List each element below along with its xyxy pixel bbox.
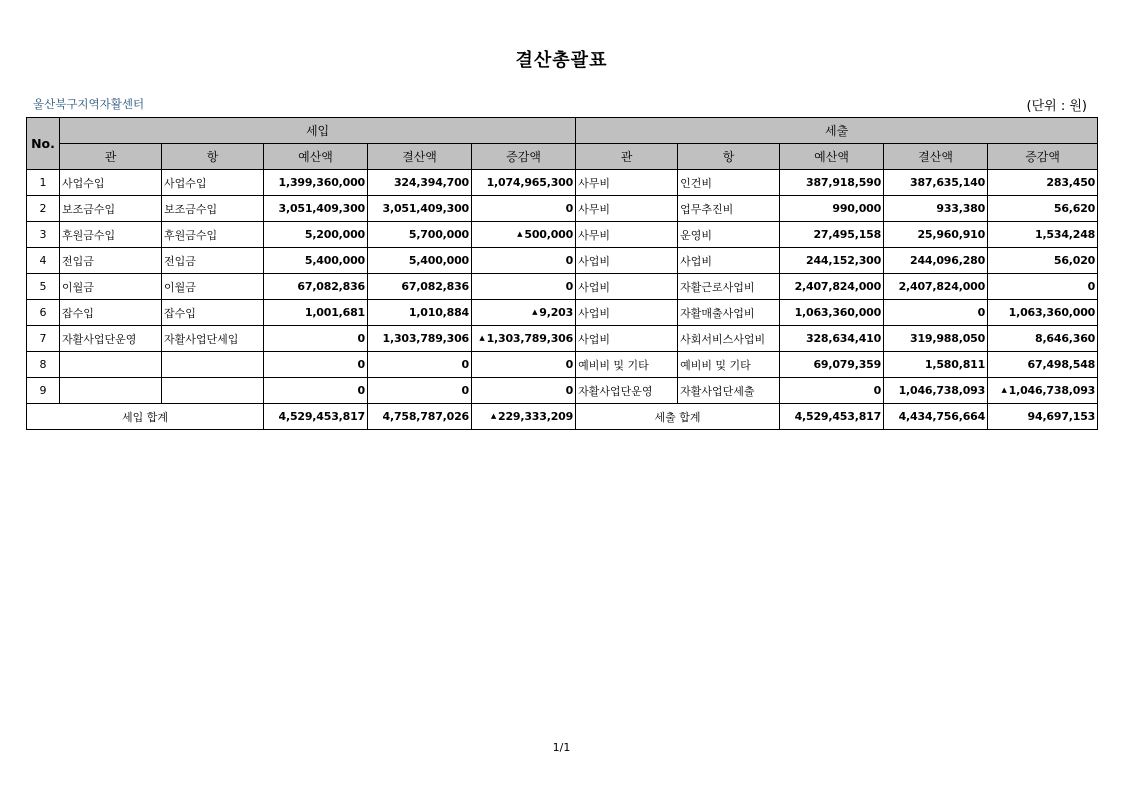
page-title: 결산총괄표 [515,50,608,71]
expense-settle: 1,580,811 [884,352,988,378]
income-gwan: 이월금 [60,274,162,300]
totals-row [27,404,1098,430]
income-diff: ▲ 500,000 [472,222,576,248]
unit-label: (단위 : 원) [1026,99,1087,114]
header-row-groups [27,118,1098,144]
income-budget: 1,399,360,000 [264,170,368,196]
expense-total-diff: 94,697,153 [988,404,1098,430]
income-hang: 후원금수입 [162,222,264,248]
income-budget: 0 [264,352,368,378]
header-in-settle: 결산액 [368,144,472,170]
income-budget: 5,200,000 [264,222,368,248]
table-row [27,300,1098,326]
row-no: 6 [27,300,60,326]
income-gwan: 자활사업단운영 [60,326,162,352]
income-gwan: 사업수입 [60,170,162,196]
expense-total-budget: 4,529,453,817 [780,404,884,430]
income-budget: 1,001,681 [264,300,368,326]
header-ex-budget: 예산액 [780,144,884,170]
expense-total-label: 세출 합계 [576,404,780,430]
expense-budget: 244,152,300 [780,248,884,274]
page-indicator: 1/1 [552,741,571,754]
expense-diff: 8,646,360 [988,326,1098,352]
table-row [27,170,1098,196]
income-gwan [60,378,162,404]
expense-hang: 자활근로사업비 [678,274,780,300]
header-ex-hang: 항 [678,144,780,170]
income-gwan: 후원금수입 [60,222,162,248]
expense-hang: 사업비 [678,248,780,274]
income-settle: 5,700,000 [368,222,472,248]
expense-gwan: 사무비 [576,222,678,248]
table-row [27,222,1098,248]
increase-marker-icon: ▲ [517,230,523,238]
expense-hang: 자활사업단세출 [678,378,780,404]
expense-budget: 990,000 [780,196,884,222]
row-no: 9 [27,378,60,404]
expense-settle: 244,096,280 [884,248,988,274]
income-budget: 67,082,836 [264,274,368,300]
expense-diff: 67,498,548 [988,352,1098,378]
expense-diff: 1,063,360,000 [988,300,1098,326]
income-total-settle: 4,758,787,026 [368,404,472,430]
expense-diff: 0 [988,274,1098,300]
income-gwan: 전입금 [60,248,162,274]
header-in-hang: 항 [162,144,264,170]
expense-diff: 1,534,248 [988,222,1098,248]
income-gwan: 잡수입 [60,300,162,326]
table-row [27,274,1098,300]
expense-settle: 933,380 [884,196,988,222]
income-diff: ▲ 9,203 [472,300,576,326]
expense-hang: 인건비 [678,170,780,196]
header-ex-gwan: 관 [576,144,678,170]
increase-marker-icon: ▲ [490,412,497,420]
expense-diff: ▲ 1,046,738,093 [988,378,1098,404]
expense-gwan: 예비비 및 기타 [576,352,678,378]
table-row [27,196,1098,222]
income-budget: 5,400,000 [264,248,368,274]
expense-budget: 69,079,359 [780,352,884,378]
income-gwan [60,352,162,378]
income-settle: 67,082,836 [368,274,472,300]
header-expense: 세출 [576,118,1098,144]
expense-budget: 1,063,360,000 [780,300,884,326]
expense-settle: 0 [884,300,988,326]
income-settle: 5,400,000 [368,248,472,274]
expense-budget: 328,634,410 [780,326,884,352]
expense-total-settle: 4,434,756,664 [884,404,988,430]
header-in-budget: 예산액 [264,144,368,170]
income-hang: 사업수입 [162,170,264,196]
income-settle: 3,051,409,300 [368,196,472,222]
income-total-budget: 4,529,453,817 [264,404,368,430]
header-in-diff: 증감액 [472,144,576,170]
expense-hang: 자활매출사업비 [678,300,780,326]
income-settle: 1,010,884 [368,300,472,326]
income-diff: 0 [472,378,576,404]
income-total-label: 세입 합계 [27,404,264,430]
expense-gwan: 자활사업단운영 [576,378,678,404]
expense-budget: 2,407,824,000 [780,274,884,300]
expense-settle: 25,960,910 [884,222,988,248]
expense-gwan: 사무비 [576,170,678,196]
increase-marker-icon: ▲ [1001,386,1007,394]
row-no: 8 [27,352,60,378]
header-ex-diff: 증감액 [988,144,1098,170]
income-settle: 0 [368,378,472,404]
income-settle: 1,303,789,306 [368,326,472,352]
header-row-columns [27,144,1098,170]
expense-hang: 운영비 [678,222,780,248]
organization-name: 울산북구지역자활센터 [33,97,145,111]
income-hang [162,352,264,378]
income-gwan: 보조금수입 [60,196,162,222]
header-income: 세입 [60,118,576,144]
income-budget: 0 [264,326,368,352]
header-ex-settle: 결산액 [884,144,988,170]
income-diff: 0 [472,352,576,378]
expense-gwan: 사업비 [576,300,678,326]
header-no: No. [27,118,60,170]
expense-budget: 0 [780,378,884,404]
expense-budget: 387,918,590 [780,170,884,196]
income-budget: 3,051,409,300 [264,196,368,222]
header-in-gwan: 관 [60,144,162,170]
expense-gwan: 사무비 [576,196,678,222]
income-hang: 자활사업단세입 [162,326,264,352]
expense-diff: 283,450 [988,170,1098,196]
table-row [27,326,1098,352]
income-diff: 1,074,965,300 [472,170,576,196]
expense-hang: 사회서비스사업비 [678,326,780,352]
income-diff: 0 [472,248,576,274]
income-hang: 전입금 [162,248,264,274]
expense-diff: 56,620 [988,196,1098,222]
row-no: 1 [27,170,60,196]
expense-gwan: 사업비 [576,326,678,352]
income-budget: 0 [264,378,368,404]
income-hang: 이월금 [162,274,264,300]
expense-hang: 업무추진비 [678,196,780,222]
income-total-diff: ▲ 229,333,209 [472,404,576,430]
increase-marker-icon: ▲ [479,334,485,342]
income-diff: 0 [472,274,576,300]
expense-diff: 56,020 [988,248,1098,274]
table-row [27,248,1098,274]
income-hang [162,378,264,404]
row-no: 7 [27,326,60,352]
expense-hang: 예비비 및 기타 [678,352,780,378]
expense-settle: 2,407,824,000 [884,274,988,300]
income-settle: 0 [368,352,472,378]
row-no: 4 [27,248,60,274]
expense-gwan: 사업비 [576,248,678,274]
income-hang: 보조금수입 [162,196,264,222]
income-diff: ▲ 1,303,789,306 [472,326,576,352]
income-settle: 324,394,700 [368,170,472,196]
row-no: 2 [27,196,60,222]
expense-settle: 319,988,050 [884,326,988,352]
increase-marker-icon: ▲ [532,308,538,316]
row-no: 5 [27,274,60,300]
table-row [27,378,1098,404]
table-row [27,352,1098,378]
expense-settle: 1,046,738,093 [884,378,988,404]
expense-settle: 387,635,140 [884,170,988,196]
expense-gwan: 사업비 [576,274,678,300]
income-diff: 0 [472,196,576,222]
expense-budget: 27,495,158 [780,222,884,248]
income-hang: 잡수입 [162,300,264,326]
settlement-table [26,117,1098,430]
row-no: 3 [27,222,60,248]
